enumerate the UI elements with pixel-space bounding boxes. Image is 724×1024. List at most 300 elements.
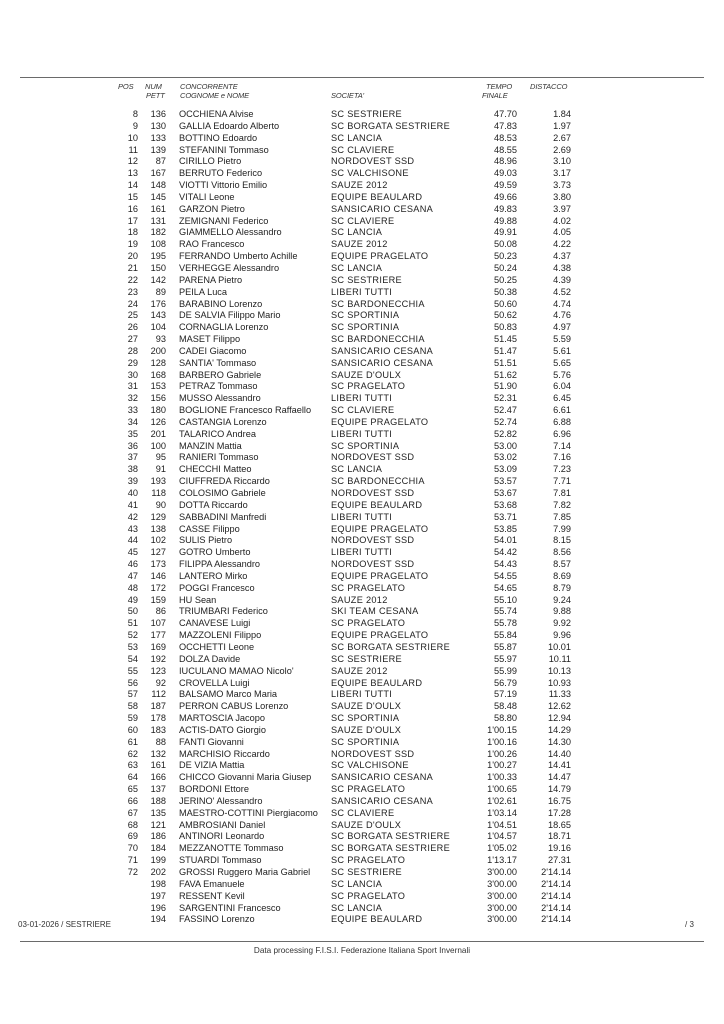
row-position: 14 <box>127 180 138 191</box>
row-club: SC PRAGELATO <box>331 381 406 392</box>
row-athlete-name: TALARICO Andrea <box>179 428 256 439</box>
table-row <box>0 725 724 737</box>
row-bib-number: 93 <box>155 334 166 345</box>
row-final-time: 54.65 <box>494 582 517 593</box>
row-position: 18 <box>127 227 138 238</box>
row-athlete-name: PARENA Pietro <box>179 274 243 285</box>
row-club: SC BORGATA SESTRIERE <box>331 831 450 842</box>
table-row <box>0 287 724 299</box>
row-final-time: 53.67 <box>494 488 517 498</box>
table-row <box>0 216 724 228</box>
row-position: 63 <box>127 760 138 771</box>
row-club: EQUIPE PRAGELATO <box>331 570 429 581</box>
table-row <box>0 831 724 843</box>
row-gap: 9.88 <box>553 606 571 617</box>
row-bib-number: 121 <box>150 819 166 830</box>
row-gap: 3.73 <box>553 180 571 191</box>
row-athlete-name: SABBADINI Manfredi <box>179 511 267 522</box>
row-final-time: 47.70 <box>494 109 517 119</box>
row-position: 36 <box>127 440 138 451</box>
footer-page-number: / 3 <box>685 920 694 929</box>
row-bib-number: 104 <box>150 322 166 333</box>
row-athlete-name: SANTIA' Tommaso <box>179 357 257 368</box>
row-position: 47 <box>127 570 138 581</box>
row-position: 24 <box>127 298 138 309</box>
table-row <box>0 749 724 761</box>
table-row <box>0 713 724 725</box>
row-final-time: 48.53 <box>494 132 517 143</box>
row-position: 52 <box>127 630 138 641</box>
row-athlete-name: DE SALVIA Filippo Mario <box>179 310 281 321</box>
row-final-time: 49.91 <box>494 227 517 238</box>
row-final-time: 47.83 <box>494 120 517 131</box>
row-club: SC SPORTINIA <box>331 736 400 747</box>
table-row <box>0 476 724 488</box>
results-table <box>0 109 724 926</box>
row-athlete-name: MUSSO Alessandro <box>179 393 261 404</box>
row-athlete-name: MANZIN Mattia <box>179 440 242 451</box>
row-position: 13 <box>127 168 138 179</box>
row-athlete-name: CADEI Giacomo <box>179 345 247 356</box>
row-gap: 4.05 <box>553 227 571 238</box>
table-row <box>0 547 724 559</box>
table-row <box>0 796 724 808</box>
row-gap: 6.96 <box>553 428 571 439</box>
row-bib-number: 138 <box>150 523 166 534</box>
row-final-time: 50.25 <box>494 274 517 285</box>
row-position: 58 <box>127 701 138 712</box>
row-athlete-name: ANTINORI Leonardo <box>179 831 265 842</box>
row-final-time: 50.23 <box>494 251 517 262</box>
row-gap: 14.30 <box>548 736 571 747</box>
row-final-time: 3'00.00 <box>487 914 517 925</box>
row-final-time: 1'00.26 <box>487 748 517 759</box>
row-final-time: 50.24 <box>494 262 517 273</box>
row-gap: 11.33 <box>548 689 571 700</box>
row-position: 21 <box>127 262 138 273</box>
row-club: SC BORGATA SESTRIERE <box>331 641 450 652</box>
row-club: SANSICARIO CESANA <box>331 357 434 368</box>
row-bib-number: 168 <box>150 369 166 380</box>
header-concorrente: CONCORRENTE <box>180 82 238 91</box>
row-club: LIBERI TUTTI <box>331 428 393 439</box>
row-final-time: 53.57 <box>494 476 517 487</box>
row-position: 33 <box>127 405 138 416</box>
table-row <box>0 784 724 796</box>
row-club: SANSICARIO CESANA <box>331 203 434 214</box>
row-gap: 3.17 <box>553 168 571 179</box>
table-row <box>0 133 724 145</box>
table-row <box>0 595 724 607</box>
row-athlete-name: DE VIZIA Mattia <box>179 760 245 771</box>
row-gap: 5.59 <box>553 334 571 345</box>
row-athlete-name: STUARDI Tommaso <box>179 855 262 866</box>
row-position: 26 <box>127 322 138 333</box>
row-position: 34 <box>127 416 138 427</box>
row-bib-number: 146 <box>150 570 166 581</box>
row-bib-number: 197 <box>150 890 166 901</box>
row-gap: 5.61 <box>553 345 571 356</box>
row-final-time: 55.78 <box>494 618 517 629</box>
row-gap: 2.67 <box>553 132 571 143</box>
table-row <box>0 500 724 512</box>
row-athlete-name: GIAMMELLO Alessandro <box>179 227 282 238</box>
row-athlete-name: GOTRO Umberto <box>179 547 251 558</box>
row-athlete-name: COLOSIMO Gabriele <box>179 488 266 498</box>
row-athlete-name: ACTIS-DATO Giorgio <box>179 724 266 735</box>
row-position: 57 <box>127 689 138 700</box>
row-gap: 8.57 <box>553 559 571 570</box>
row-position: 54 <box>127 653 138 664</box>
table-row <box>0 879 724 891</box>
table-row <box>0 263 724 275</box>
row-gap: 4.76 <box>553 310 571 321</box>
row-bib-number: 128 <box>150 357 166 368</box>
row-bib-number: 176 <box>150 298 166 309</box>
row-bib-number: 102 <box>150 535 166 546</box>
row-athlete-name: LANTERO Mirko <box>179 570 248 581</box>
row-position: 66 <box>127 795 138 806</box>
row-final-time: 54.01 <box>494 535 517 546</box>
table-row <box>0 678 724 690</box>
row-final-time: 1'00.33 <box>487 772 517 783</box>
row-club: SC BARDONECCHIA <box>331 476 425 487</box>
row-final-time: 53.02 <box>494 452 517 463</box>
row-club: LIBERI TUTTI <box>331 511 393 522</box>
row-athlete-name: CASTANGIA Lorenzo <box>179 416 267 427</box>
row-gap: 27.31 <box>548 855 571 866</box>
row-gap: 14.40 <box>548 748 571 759</box>
row-athlete-name: BOTTINO Edoardo <box>179 132 258 143</box>
row-position: 44 <box>127 535 138 546</box>
row-final-time: 1'04.51 <box>487 819 517 830</box>
row-position: 39 <box>127 476 138 487</box>
row-gap: 2'14.14 <box>541 902 571 913</box>
table-row <box>0 855 724 867</box>
row-bib-number: 92 <box>155 677 166 688</box>
row-bib-number: 196 <box>150 902 166 913</box>
row-final-time: 52.74 <box>494 416 517 427</box>
row-club: EQUIPE BEAULARD <box>331 499 423 510</box>
row-club: SAUZE 2012 <box>331 239 388 250</box>
row-club: SC LANCIA <box>331 902 383 913</box>
row-athlete-name: FASSINO Lorenzo <box>179 914 255 925</box>
row-gap: 4.38 <box>553 262 571 273</box>
row-club: LIBERI TUTTI <box>331 547 393 558</box>
row-club: SC LANCIA <box>331 227 383 238</box>
table-row <box>0 737 724 749</box>
row-athlete-name: CROVELLA Luigi <box>179 677 250 688</box>
table-row <box>0 820 724 832</box>
row-final-time: 49.59 <box>494 180 517 191</box>
row-gap: 3.97 <box>553 203 571 214</box>
row-final-time: 51.47 <box>494 345 517 356</box>
row-club: EQUIPE PRAGELATO <box>331 630 429 641</box>
row-position: 46 <box>127 559 138 570</box>
row-position: 16 <box>127 203 138 214</box>
row-bib-number: 90 <box>155 499 166 510</box>
table-row <box>0 583 724 595</box>
row-bib-number: 100 <box>150 440 166 451</box>
row-athlete-name: OCCHETTI Leone <box>179 641 255 652</box>
row-club: SC PRAGELATO <box>331 582 406 593</box>
row-athlete-name: BARBERO Gabriele <box>179 369 262 380</box>
table-row <box>0 156 724 168</box>
row-final-time: 51.45 <box>494 334 517 345</box>
row-final-time: 50.38 <box>494 286 517 297</box>
row-gap: 8.15 <box>553 535 571 546</box>
row-bib-number: 130 <box>150 120 166 131</box>
row-club: NORDOVEST SSD <box>331 156 415 167</box>
row-final-time: 1'13.17 <box>487 855 517 866</box>
row-bib-number: 107 <box>150 618 166 629</box>
header-pos: POS <box>118 82 134 91</box>
row-gap: 2'14.14 <box>541 890 571 901</box>
row-athlete-name: RESSENT Kevil <box>179 890 245 901</box>
table-row <box>0 441 724 453</box>
row-club: SC BORGATA SESTRIERE <box>331 843 450 854</box>
table-row <box>0 322 724 334</box>
row-club: NORDOVEST SSD <box>331 488 415 498</box>
row-final-time: 3'00.00 <box>487 902 517 913</box>
row-club: SC LANCIA <box>331 464 383 475</box>
row-gap: 18.71 <box>548 831 571 842</box>
row-bib-number: 199 <box>150 855 166 866</box>
row-final-time: 57.19 <box>494 689 517 700</box>
row-final-time: 56.79 <box>494 677 517 688</box>
row-club: SC SPORTINIA <box>331 713 400 724</box>
row-athlete-name: BORDONI Ettore <box>179 784 249 795</box>
row-gap: 1.84 <box>553 109 571 119</box>
table-row <box>0 867 724 879</box>
row-athlete-name: JERINO' Alessandro <box>179 795 263 806</box>
row-gap: 6.04 <box>553 381 571 392</box>
row-club: SAUZE D'OULX <box>331 701 402 712</box>
row-bib-number: 129 <box>150 511 166 522</box>
row-position: 48 <box>127 582 138 593</box>
table-row <box>0 772 724 784</box>
row-final-time: 51.51 <box>494 357 517 368</box>
row-bib-number: 139 <box>150 144 166 155</box>
row-athlete-name: VIOTTI Vittorio Emilio <box>179 180 268 191</box>
row-position: 19 <box>127 239 138 250</box>
row-bib-number: 150 <box>150 262 166 273</box>
row-final-time: 54.43 <box>494 559 517 570</box>
table-row <box>0 275 724 287</box>
row-final-time: 58.80 <box>494 713 517 724</box>
row-final-time: 55.74 <box>494 606 517 617</box>
row-final-time: 53.09 <box>494 464 517 475</box>
row-bib-number: 183 <box>150 724 166 735</box>
row-position: 25 <box>127 310 138 321</box>
row-final-time: 1'00.16 <box>487 736 517 747</box>
row-bib-number: 193 <box>150 476 166 487</box>
row-gap: 6.61 <box>553 405 571 416</box>
row-athlete-name: CASSE Filippo <box>179 523 240 534</box>
row-athlete-name: MARTOSCIA Jacopo <box>179 713 265 724</box>
table-row <box>0 666 724 678</box>
row-bib-number: 172 <box>150 582 166 593</box>
row-bib-number: 182 <box>150 227 166 238</box>
row-bib-number: 161 <box>150 760 166 771</box>
row-gap: 5.76 <box>553 369 571 380</box>
row-position: 45 <box>127 547 138 558</box>
row-gap: 17.28 <box>548 807 571 818</box>
table-row <box>0 121 724 133</box>
row-bib-number: 123 <box>150 665 166 676</box>
row-club: EQUIPE PRAGELATO <box>331 251 429 262</box>
row-gap: 7.16 <box>553 452 571 463</box>
row-bib-number: 198 <box>150 878 166 889</box>
row-bib-number: 188 <box>150 795 166 806</box>
row-athlete-name: MEZZANOTTE Tommaso <box>179 843 284 854</box>
row-position: 35 <box>127 428 138 439</box>
row-athlete-name: FILIPPA Alessandro <box>179 559 261 570</box>
row-final-time: 53.00 <box>494 440 517 451</box>
row-club: LIBERI TUTTI <box>331 689 393 700</box>
row-position: 51 <box>127 618 138 629</box>
row-position: 49 <box>127 594 138 605</box>
row-position: 23 <box>127 286 138 297</box>
row-final-time: 49.83 <box>494 203 517 214</box>
table-row <box>0 689 724 701</box>
row-final-time: 48.96 <box>494 156 517 167</box>
row-position: 17 <box>127 215 138 226</box>
row-position: 59 <box>127 713 138 724</box>
row-gap: 7.82 <box>553 499 571 510</box>
row-position: 10 <box>127 132 138 143</box>
header-distacco: DISTACCO <box>530 82 568 91</box>
row-final-time: 1'04.57 <box>487 831 517 842</box>
row-gap: 14.79 <box>548 784 571 795</box>
row-final-time: 1'03.14 <box>487 807 517 818</box>
row-club: SC BARDONECCHIA <box>331 298 425 309</box>
row-athlete-name: DOTTA Riccardo <box>179 499 248 510</box>
row-position: 22 <box>127 274 138 285</box>
table-row <box>0 571 724 583</box>
row-athlete-name: BARABINO Lorenzo <box>179 298 263 309</box>
row-bib-number: 136 <box>150 109 166 119</box>
table-row <box>0 417 724 429</box>
row-position: 72 <box>127 867 138 877</box>
row-final-time: 58.48 <box>494 701 517 712</box>
row-gap: 2'14.14 <box>541 914 571 925</box>
row-club: SC VALCHISONE <box>331 168 409 179</box>
footer-credits: Data processing F.I.S.I. Federazione Italiana Sport Invernali <box>253 946 471 955</box>
table-row <box>0 310 724 322</box>
row-bib-number: 166 <box>150 772 166 783</box>
row-athlete-name: BOGLIONE Francesco Raffaello <box>179 405 312 416</box>
row-bib-number: 89 <box>155 286 166 297</box>
row-athlete-name: GROSSI Ruggero Maria Gabriel <box>179 867 311 877</box>
row-position: 68 <box>127 819 138 830</box>
row-bib-number: 184 <box>150 843 166 854</box>
row-gap: 4.74 <box>553 298 571 309</box>
row-club: EQUIPE BEAULARD <box>331 914 423 925</box>
row-athlete-name: FAVA Emanuele <box>179 878 245 889</box>
row-bib-number: 118 <box>151 488 166 498</box>
table-row <box>0 808 724 820</box>
row-athlete-name: BALSAMO Marco Maria <box>179 689 278 700</box>
row-bib-number: 127 <box>150 547 166 558</box>
row-final-time: 1'05.02 <box>487 843 517 854</box>
row-gap: 7.81 <box>553 488 571 498</box>
row-athlete-name: MAESTRO-COTTINI Piergiacomo <box>179 807 318 818</box>
row-position: 12 <box>127 156 138 167</box>
row-final-time: 51.90 <box>494 381 517 392</box>
row-position: 61 <box>127 736 138 747</box>
row-gap: 18.65 <box>548 819 571 830</box>
row-bib-number: 178 <box>150 713 166 724</box>
row-club: LIBERI TUTTI <box>331 286 393 297</box>
row-athlete-name: PETRAZ Tommaso <box>179 381 258 392</box>
row-athlete-name: CIRILLO Pietro <box>179 156 242 167</box>
row-bib-number: 133 <box>150 132 166 143</box>
row-athlete-name: GALLIA Edoardo Alberto <box>179 120 280 131</box>
row-athlete-name: STEFANINI Tommaso <box>179 144 269 155</box>
table-row <box>0 145 724 157</box>
row-final-time: 1'02.61 <box>487 795 517 806</box>
row-bib-number: 173 <box>150 559 166 570</box>
table-row <box>0 464 724 476</box>
row-club: SC PRAGELATO <box>331 618 406 629</box>
row-position: 65 <box>127 784 138 795</box>
table-row <box>0 843 724 855</box>
row-position: 67 <box>127 807 138 818</box>
row-club: SC LANCIA <box>331 262 383 273</box>
row-bib-number: 153 <box>150 381 166 392</box>
row-gap: 14.29 <box>548 724 571 735</box>
row-bib-number: 91 <box>155 464 166 475</box>
row-athlete-name: OCCHIENA Alvise <box>179 109 254 119</box>
table-row <box>0 251 724 263</box>
row-final-time: 1'00.65 <box>487 784 517 795</box>
row-position: 29 <box>127 357 138 368</box>
row-club: SC BORGATA SESTRIERE <box>331 120 450 131</box>
row-bib-number: 169 <box>150 641 166 652</box>
row-club: SC SESTRIERE <box>331 653 402 664</box>
row-club: EQUIPE BEAULARD <box>331 677 423 688</box>
row-final-time: 48.55 <box>494 144 517 155</box>
row-final-time: 50.60 <box>494 298 517 309</box>
row-club: NORDOVEST SSD <box>331 559 415 570</box>
row-position: 15 <box>127 191 138 202</box>
row-athlete-name: MASET Filippo <box>179 334 241 345</box>
row-position: 11 <box>128 144 138 155</box>
row-club: SC CLAVIERE <box>331 405 395 416</box>
row-club: EQUIPE PRAGELATO <box>331 523 429 534</box>
table-row <box>0 535 724 547</box>
row-club: LIBERI TUTTI <box>331 393 393 404</box>
row-position: 27 <box>127 334 138 345</box>
row-club: SAUZE D'OULX <box>331 369 402 380</box>
row-club: SC LANCIA <box>331 878 383 889</box>
row-final-time: 50.08 <box>494 239 517 250</box>
row-club: SKI TEAM CESANA <box>331 606 419 617</box>
row-athlete-name: IUCULANO MAMAO Nicolo' <box>179 665 294 676</box>
row-club: SC SESTRIERE <box>331 109 402 119</box>
row-gap: 5.65 <box>553 357 571 368</box>
row-gap: 12.94 <box>548 713 571 724</box>
row-bib-number: 112 <box>151 689 166 700</box>
row-bib-number: 132 <box>150 748 166 759</box>
row-position: 28 <box>127 345 138 356</box>
table-row <box>0 524 724 536</box>
row-position: 30 <box>127 369 138 380</box>
row-athlete-name: HU Sean <box>179 594 217 605</box>
row-position: 43 <box>127 523 138 534</box>
row-final-time: 54.55 <box>494 570 517 581</box>
